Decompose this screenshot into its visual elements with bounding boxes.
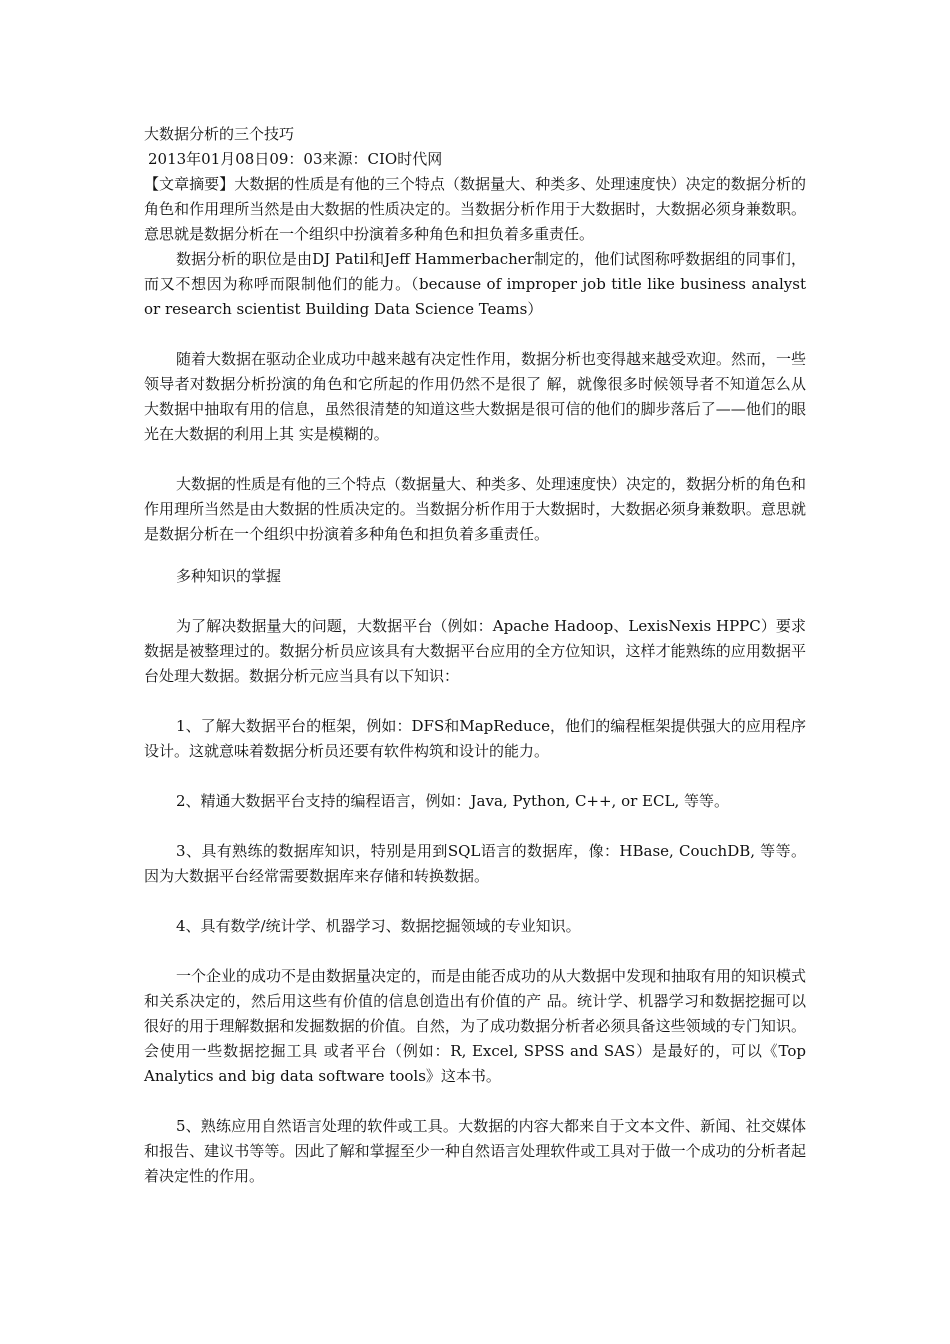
body-paragraph-1: 随着大数据在驱动企业成功中越来越有决定性作用，数据分析也变得越来越受欢迎。然而，一些领导者对数据分析扮演的角色和它所起的作用仍然不是很了 解，就像很多时候领导者不知道怎么从大数据中抽取有用的信息，虽然很清楚的知道这些大数据是很可信的他们的脚步落后了——他们的眼光在大数据的利用上其 实是模糊的。 [144,350,807,443]
intro-paragraph: 数据分析的职位是由DJ Patil和Jeff Hammerbacher制定的，他们试图称呼数据组的同事们，而又不想因为称呼而限制他们的能力。（because of improper job title like business analyst or research scientist Building Data Science Teams） [144,250,806,318]
list-item-2: 2、精通大数据平台支持的编程语言，例如：Java, Python, C++, or ECL, 等等。 [176,792,729,810]
list-item-3: 3、具有熟练的数据库知识，特别是用到SQL语言的数据库，像：HBase, CouchDB, 等等。因为大数据平台经常需要数据库来存储和转换数据。 [144,842,806,885]
body-paragraph-3: 为了解决数据量大的问题，大数据平台（例如：Apache Hadoop、LexisNexis HPPC）要求数据是被整理过的。数据分析员应该具有大数据平台应用的全方位知识，这样才能熟练的应用数据平台处理大数据。数据分析元应当具有以下知识： [144,617,806,685]
document-body [144,122,806,1189]
article-summary: 【文章摘要】大数据的性质是有他的三个特点（数据量大、种类多、处理速度快）决定的数据分析的角色和作用理所当然是由大数据的性质决定的。当数据分析作用于大数据时，大数据必须身兼数职。意思就是数据分析在一个组织中扮演着多种角色和担负着多重责任。 [144,175,806,243]
list-item-5: 5、熟练应用自然语言处理的软件或工具。大数据的内容大都来自于文本文件、新闻、社交媒体和报告、建议书等等。因此了解和掌握至少一种自然语言处理软件或工具对于做一个成功的分析者起着决定性的作用。 [144,1117,806,1185]
body-paragraph-2: 大数据的性质是有他的三个特点（数据量大、种类多、处理速度快）决定的，数据分析的角色和作用理所当然是由大数据的性质决定的。当数据分析作用于大数据时，大数据必须身兼数职。意思就是数据分析在一个组织中扮演着多种角色和担负着多重责任。 [144,475,807,543]
article-title: 大数据分析的三个技巧 [144,125,295,143]
list-item-1: 1、了解大数据平台的框架，例如：DFS和MapReduce，他们的编程框架提供强大的应用程序设计。这就意味着数据分析员还要有软件构筑和设计的能力。 [144,717,806,760]
section-heading: 多种知识的掌握 [176,567,282,585]
list-item-4: 4、具有数学/统计学、机器学习、数据挖掘领域的专业知识。 [176,917,581,935]
body-paragraph-4: 一个企业的成功不是由数据量决定的，而是由能否成功的从大数据中发现和抽取有用的知识模式和关系决定的，然后用这些有价值的信息创造出有价值的产 品。统计学、机器学习和数据挖掘可以很好的用于理解数据和发掘数据的价值。自然，为了成功数据分析者必须具备这些领域的专门知识。会使用一些数据挖掘工具 或者平台（例如：R, Excel, SPSS and SAS）是最好的，可以《Top Analytics and big data software tools》这本书。 [144,967,807,1085]
article-dateline: 2013年01月08日09：03来源：CIO时代网 [148,150,443,168]
